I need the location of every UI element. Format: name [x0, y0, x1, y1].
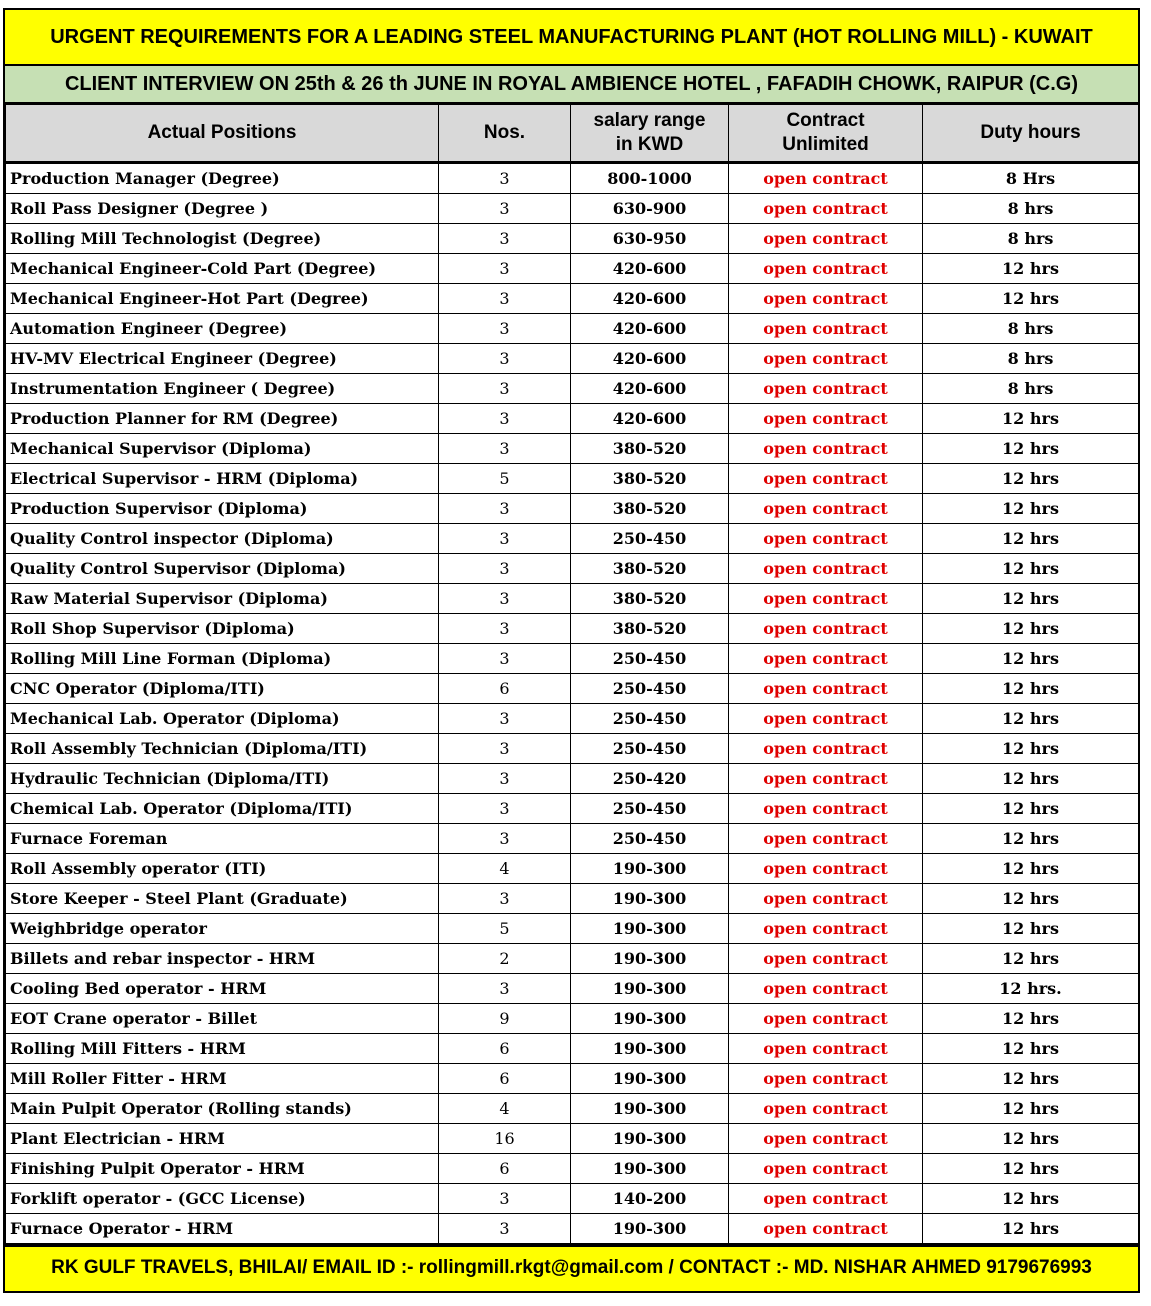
nos-cell: 3 — [439, 284, 571, 314]
nos-cell: 3 — [439, 224, 571, 254]
position-cell: Roll Shop Supervisor (Diploma) — [6, 614, 439, 644]
nos-cell: 2 — [439, 944, 571, 974]
duty-hours-cell: 12 hrs — [923, 614, 1139, 644]
contact-footer: RK GULF TRAVELS, BHILAI/ EMAIL ID :- rollingmill.rkgt@gmail.com / CONTACT :- MD. NISHAR AHMED 9179676993 — [5, 1244, 1138, 1291]
position-cell: Production Planner for RM (Degree) — [6, 404, 439, 434]
contract-cell: open contract — [729, 854, 923, 884]
contract-cell: open contract — [729, 794, 923, 824]
nos-cell: 3 — [439, 254, 571, 284]
salary-cell: 190-300 — [571, 884, 729, 914]
nos-cell: 3 — [439, 884, 571, 914]
duty-hours-cell: 12 hrs — [923, 284, 1139, 314]
table-row — [6, 674, 1139, 704]
table-row — [6, 644, 1139, 674]
duty-hours-cell: 12 hrs — [923, 494, 1139, 524]
salary-cell: 190-300 — [571, 854, 729, 884]
salary-cell: 250-450 — [571, 734, 729, 764]
duty-hours-cell: 12 hrs — [923, 1184, 1139, 1214]
salary-cell: 190-300 — [571, 1124, 729, 1154]
header-salary-line1: salary range — [593, 110, 706, 131]
contract-cell: open contract — [729, 554, 923, 584]
salary-cell: 800-1000 — [571, 163, 729, 194]
salary-cell: 420-600 — [571, 344, 729, 374]
table-row — [6, 464, 1139, 494]
salary-cell: 420-600 — [571, 404, 729, 434]
contract-cell: open contract — [729, 284, 923, 314]
contract-cell: open contract — [729, 464, 923, 494]
salary-cell: 250-450 — [571, 794, 729, 824]
position-cell: Hydraulic Technician (Diploma/ITI) — [6, 764, 439, 794]
contract-cell: open contract — [729, 1184, 923, 1214]
header-nos: Nos. — [439, 105, 571, 163]
header-duty: Duty hours — [923, 105, 1139, 163]
salary-cell: 140-200 — [571, 1184, 729, 1214]
table-row — [6, 794, 1139, 824]
contract-cell: open contract — [729, 194, 923, 224]
position-cell: Rolling Mill Fitters - HRM — [6, 1034, 439, 1064]
position-cell: Billets and rebar inspector - HRM — [6, 944, 439, 974]
salary-cell: 250-450 — [571, 704, 729, 734]
nos-cell: 3 — [439, 434, 571, 464]
table-row — [6, 554, 1139, 584]
duty-hours-cell: 12 hrs — [923, 674, 1139, 704]
duty-hours-cell: 8 hrs — [923, 374, 1139, 404]
duty-hours-cell: 12 hrs — [923, 584, 1139, 614]
position-cell: Mechanical Engineer-Hot Part (Degree) — [6, 284, 439, 314]
nos-cell: 3 — [439, 494, 571, 524]
table-row — [6, 1034, 1139, 1064]
duty-hours-cell: 12 hrs — [923, 824, 1139, 854]
nos-cell: 5 — [439, 914, 571, 944]
duty-hours-cell: 12 hrs — [923, 764, 1139, 794]
contract-cell: open contract — [729, 1034, 923, 1064]
nos-cell: 3 — [439, 344, 571, 374]
position-cell: Roll Assembly operator (ITI) — [6, 854, 439, 884]
table-row — [6, 824, 1139, 854]
nos-cell: 4 — [439, 854, 571, 884]
contract-cell: open contract — [729, 1064, 923, 1094]
table-row — [6, 494, 1139, 524]
header-contract-line1: Contract — [786, 110, 865, 131]
contract-cell: open contract — [729, 494, 923, 524]
duty-hours-cell: 12 hrs — [923, 914, 1139, 944]
contract-cell: open contract — [729, 944, 923, 974]
contract-cell: open contract — [729, 434, 923, 464]
position-cell: Cooling Bed operator - HRM — [6, 974, 439, 1004]
contract-cell: open contract — [729, 674, 923, 704]
nos-cell: 3 — [439, 524, 571, 554]
table-row — [6, 374, 1139, 404]
salary-cell: 380-520 — [571, 554, 729, 584]
position-cell: Quality Control Supervisor (Diploma) — [6, 554, 439, 584]
table-row — [6, 584, 1139, 614]
job-requirements-sheet — [3, 8, 1140, 1293]
table-row — [6, 284, 1139, 314]
duty-hours-cell: 12 hrs — [923, 1004, 1139, 1034]
nos-cell: 3 — [439, 194, 571, 224]
duty-hours-cell: 12 hrs — [923, 434, 1139, 464]
duty-hours-cell: 12 hrs — [923, 794, 1139, 824]
position-cell: Plant Electrician - HRM — [6, 1124, 439, 1154]
salary-cell: 190-300 — [571, 1094, 729, 1124]
duty-hours-cell: 8 hrs — [923, 314, 1139, 344]
duty-hours-cell: 12 hrs — [923, 254, 1139, 284]
contract-cell: open contract — [729, 824, 923, 854]
salary-cell: 420-600 — [571, 314, 729, 344]
position-cell: Mill Roller Fitter - HRM — [6, 1064, 439, 1094]
position-cell: Quality Control inspector (Diploma) — [6, 524, 439, 554]
position-cell: Store Keeper - Steel Plant (Graduate) — [6, 884, 439, 914]
duty-hours-cell: 12 hrs — [923, 554, 1139, 584]
duty-hours-cell: 12 hrs — [923, 464, 1139, 494]
contract-cell: open contract — [729, 704, 923, 734]
salary-cell: 190-300 — [571, 944, 729, 974]
duty-hours-cell: 8 hrs — [923, 224, 1139, 254]
salary-cell: 190-300 — [571, 914, 729, 944]
table-row — [6, 1004, 1139, 1034]
page-title: URGENT REQUIREMENTS FOR A LEADING STEEL MANUFACTURING PLANT (HOT ROLLING MILL) - KUWAIT — [5, 10, 1138, 66]
position-cell: Mechanical Lab. Operator (Diploma) — [6, 704, 439, 734]
table-row — [6, 344, 1139, 374]
duty-hours-cell: 12 hrs — [923, 734, 1139, 764]
table-row — [6, 944, 1139, 974]
table-row — [6, 1154, 1139, 1184]
salary-cell: 420-600 — [571, 374, 729, 404]
contract-cell: open contract — [729, 1094, 923, 1124]
salary-cell: 420-600 — [571, 254, 729, 284]
table-row — [6, 854, 1139, 884]
salary-cell: 630-900 — [571, 194, 729, 224]
header-salary — [571, 105, 729, 163]
nos-cell: 3 — [439, 734, 571, 764]
contract-cell: open contract — [729, 524, 923, 554]
nos-cell: 4 — [439, 1094, 571, 1124]
position-cell: Main Pulpit Operator (Rolling stands) — [6, 1094, 439, 1124]
nos-cell: 3 — [439, 314, 571, 344]
table-row — [6, 1124, 1139, 1154]
salary-cell: 380-520 — [571, 464, 729, 494]
salary-cell: 420-600 — [571, 284, 729, 314]
position-cell: Automation Engineer (Degree) — [6, 314, 439, 344]
table-row — [6, 434, 1139, 464]
salary-cell: 630-950 — [571, 224, 729, 254]
table-row — [6, 194, 1139, 224]
table-row — [6, 734, 1139, 764]
table-row — [6, 614, 1139, 644]
contract-cell: open contract — [729, 1154, 923, 1184]
table-row — [6, 1094, 1139, 1124]
salary-cell: 250-420 — [571, 764, 729, 794]
table-row — [6, 884, 1139, 914]
position-cell: Forklift operator - (GCC License) — [6, 1184, 439, 1214]
salary-cell: 190-300 — [571, 1064, 729, 1094]
contract-cell: open contract — [729, 1004, 923, 1034]
nos-cell: 3 — [439, 1214, 571, 1244]
nos-cell: 9 — [439, 1004, 571, 1034]
salary-cell: 190-300 — [571, 1154, 729, 1184]
table-row — [6, 764, 1139, 794]
position-cell: HV-MV Electrical Engineer (Degree) — [6, 344, 439, 374]
contract-cell: open contract — [729, 224, 923, 254]
table-row — [6, 1184, 1139, 1214]
nos-cell: 6 — [439, 1034, 571, 1064]
position-cell: Mechanical Engineer-Cold Part (Degree) — [6, 254, 439, 284]
salary-cell: 380-520 — [571, 434, 729, 464]
duty-hours-cell: 12 hrs — [923, 1154, 1139, 1184]
salary-cell: 190-300 — [571, 974, 729, 1004]
position-cell: Mechanical Supervisor (Diploma) — [6, 434, 439, 464]
duty-hours-cell: 12 hrs — [923, 1094, 1139, 1124]
table-row — [6, 1064, 1139, 1094]
salary-cell: 190-300 — [571, 1214, 729, 1244]
position-cell: Raw Material Supervisor (Diploma) — [6, 584, 439, 614]
contract-cell: open contract — [729, 374, 923, 404]
duty-hours-cell: 12 hrs — [923, 644, 1139, 674]
table-row — [6, 704, 1139, 734]
position-cell: Chemical Lab. Operator (Diploma/ITI) — [6, 794, 439, 824]
salary-cell: 250-450 — [571, 524, 729, 554]
duty-hours-cell: 8 Hrs — [923, 163, 1139, 194]
position-cell: EOT Crane operator - Billet — [6, 1004, 439, 1034]
position-cell: Weighbridge operator — [6, 914, 439, 944]
nos-cell: 3 — [439, 163, 571, 194]
contract-cell: open contract — [729, 1214, 923, 1244]
duty-hours-cell: 8 hrs — [923, 194, 1139, 224]
salary-cell: 250-450 — [571, 644, 729, 674]
position-cell: Instrumentation Engineer ( Degree) — [6, 374, 439, 404]
duty-hours-cell: 8 hrs — [923, 344, 1139, 374]
duty-hours-cell: 12 hrs — [923, 1214, 1139, 1244]
contract-cell: open contract — [729, 614, 923, 644]
position-cell: Electrical Supervisor - HRM (Diploma) — [6, 464, 439, 494]
duty-hours-cell: 12 hrs — [923, 884, 1139, 914]
salary-cell: 380-520 — [571, 614, 729, 644]
duty-hours-cell: 12 hrs. — [923, 974, 1139, 1004]
nos-cell: 3 — [439, 404, 571, 434]
contract-cell: open contract — [729, 974, 923, 1004]
table-body — [6, 163, 1139, 1244]
header-salary-line2: in KWD — [615, 134, 684, 155]
position-cell: Finishing Pulpit Operator - HRM — [6, 1154, 439, 1184]
contract-cell: open contract — [729, 1124, 923, 1154]
nos-cell: 3 — [439, 704, 571, 734]
salary-cell: 250-450 — [571, 674, 729, 704]
position-cell: CNC Operator (Diploma/ITI) — [6, 674, 439, 704]
contract-cell: open contract — [729, 644, 923, 674]
position-cell: Production Manager (Degree) — [6, 163, 439, 194]
nos-cell: 6 — [439, 1154, 571, 1184]
duty-hours-cell: 12 hrs — [923, 1064, 1139, 1094]
table-row — [6, 1214, 1139, 1244]
nos-cell: 3 — [439, 614, 571, 644]
salary-cell: 190-300 — [571, 1004, 729, 1034]
contract-cell: open contract — [729, 163, 923, 194]
contract-cell: open contract — [729, 404, 923, 434]
table-row — [6, 914, 1139, 944]
nos-cell: 3 — [439, 644, 571, 674]
table-row — [6, 974, 1139, 1004]
position-cell: Furnace Operator - HRM — [6, 1214, 439, 1244]
table-row — [6, 314, 1139, 344]
table-row — [6, 254, 1139, 284]
duty-hours-cell: 12 hrs — [923, 404, 1139, 434]
nos-cell: 6 — [439, 674, 571, 704]
header-contract — [729, 105, 923, 163]
nos-cell: 3 — [439, 794, 571, 824]
salary-cell: 190-300 — [571, 1034, 729, 1064]
nos-cell: 3 — [439, 584, 571, 614]
duty-hours-cell: 12 hrs — [923, 1124, 1139, 1154]
contract-cell: open contract — [729, 734, 923, 764]
table-row — [6, 524, 1139, 554]
contract-cell: open contract — [729, 884, 923, 914]
nos-cell: 6 — [439, 1064, 571, 1094]
duty-hours-cell: 12 hrs — [923, 704, 1139, 734]
contract-cell: open contract — [729, 344, 923, 374]
nos-cell: 3 — [439, 824, 571, 854]
header-position: Actual Positions — [6, 105, 439, 163]
table-row — [6, 404, 1139, 434]
contract-cell: open contract — [729, 314, 923, 344]
salary-cell: 250-450 — [571, 824, 729, 854]
contract-cell: open contract — [729, 914, 923, 944]
position-cell: Production Supervisor (Diploma) — [6, 494, 439, 524]
salary-cell: 380-520 — [571, 494, 729, 524]
header-contract-line2: Unlimited — [782, 134, 869, 155]
position-cell: Roll Pass Designer (Degree ) — [6, 194, 439, 224]
table-header-row — [6, 105, 1139, 163]
position-cell: Rolling Mill Technologist (Degree) — [6, 224, 439, 254]
nos-cell: 16 — [439, 1124, 571, 1154]
position-cell: Furnace Foreman — [6, 824, 439, 854]
nos-cell: 3 — [439, 554, 571, 584]
table-row — [6, 163, 1139, 194]
nos-cell: 5 — [439, 464, 571, 494]
duty-hours-cell: 12 hrs — [923, 944, 1139, 974]
duty-hours-cell: 12 hrs — [923, 1034, 1139, 1064]
position-cell: Rolling Mill Line Forman (Diploma) — [6, 644, 439, 674]
table-row — [6, 224, 1139, 254]
contract-cell: open contract — [729, 254, 923, 284]
interview-banner: CLIENT INTERVIEW ON 25th & 26 th JUNE IN ROYAL AMBIENCE HOTEL , FAFADIH CHOWK, RAIPUR (C.G) — [5, 66, 1138, 104]
positions-table — [5, 104, 1139, 1244]
nos-cell: 3 — [439, 374, 571, 404]
duty-hours-cell: 12 hrs — [923, 854, 1139, 884]
duty-hours-cell: 12 hrs — [923, 524, 1139, 554]
salary-cell: 380-520 — [571, 584, 729, 614]
nos-cell: 3 — [439, 974, 571, 1004]
position-cell: Roll Assembly Technician (Diploma/ITI) — [6, 734, 439, 764]
nos-cell: 3 — [439, 1184, 571, 1214]
contract-cell: open contract — [729, 764, 923, 794]
nos-cell: 3 — [439, 764, 571, 794]
contract-cell: open contract — [729, 584, 923, 614]
